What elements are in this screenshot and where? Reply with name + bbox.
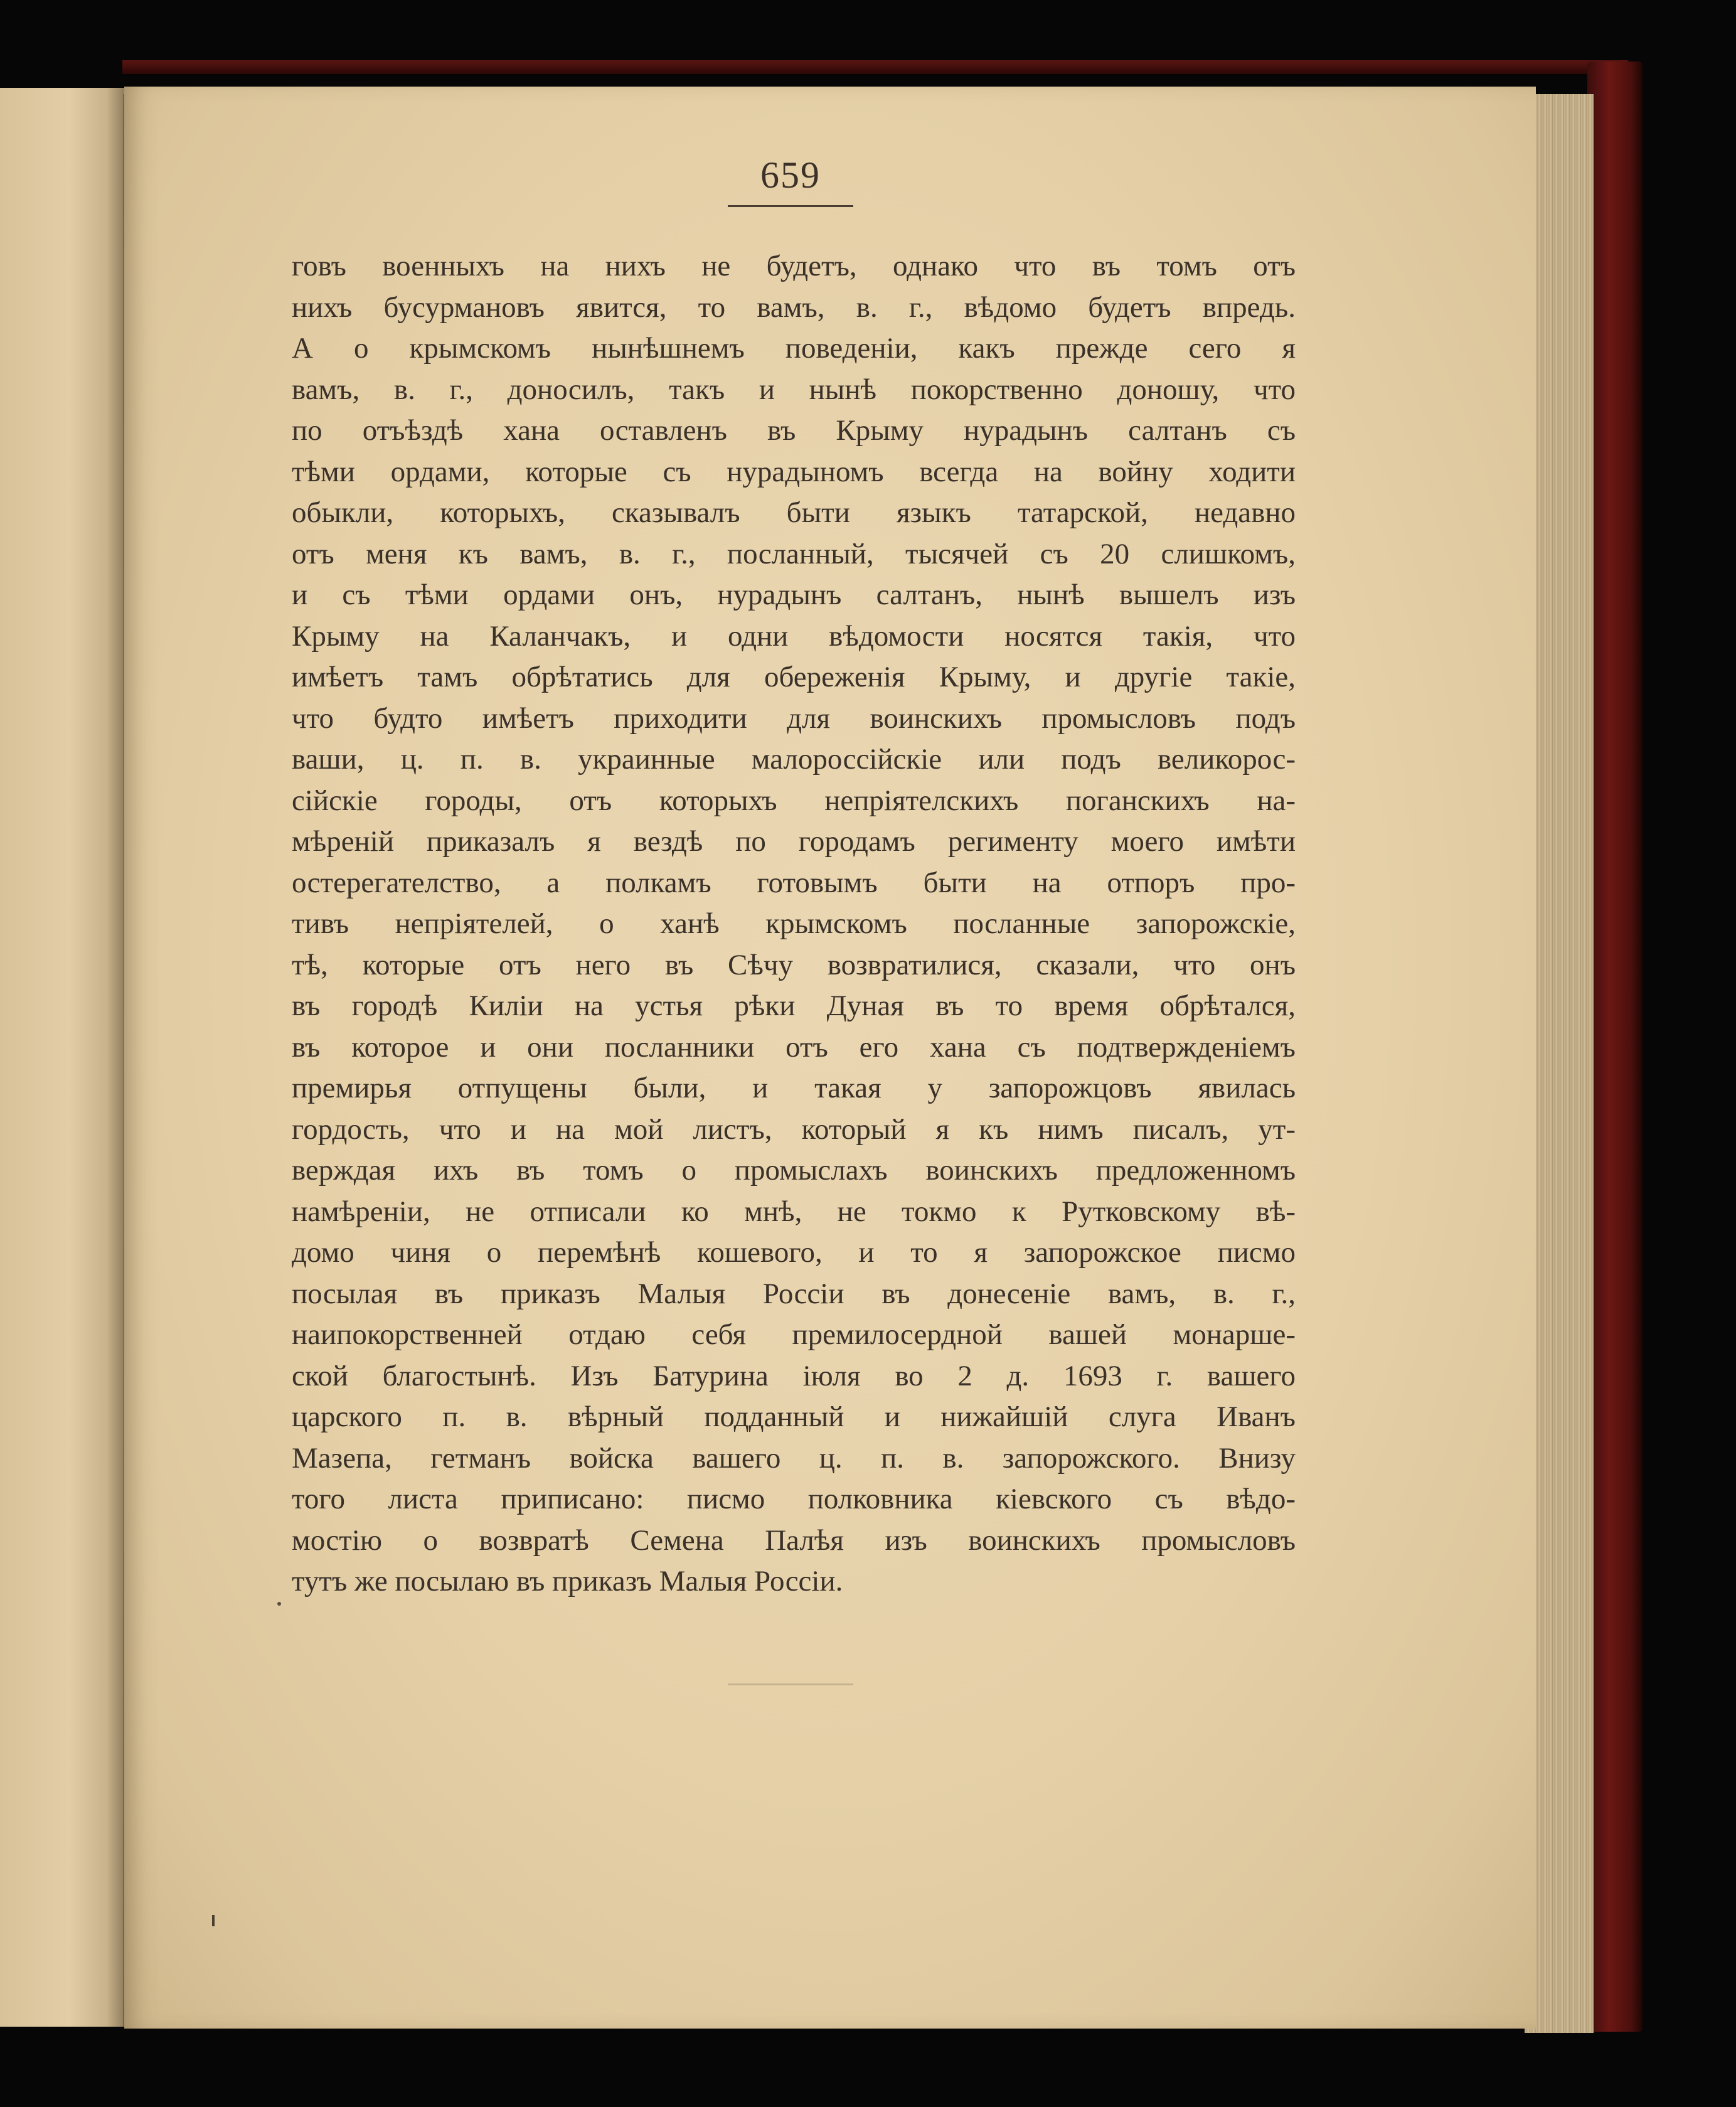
paper-speck xyxy=(277,1602,281,1606)
text-line: остерегателство, а полкамъ готовымъ быти на отпоръ про- xyxy=(292,866,1296,899)
text-line: въ которое и они посланники отъ его хана съ подтвержденіемъ xyxy=(292,1030,1296,1064)
text-line: домо чиня о перемѣнѣ кошевого, и то я запорожское писмо xyxy=(292,1236,1296,1269)
text-line: тивъ непріятелей, о ханѣ крымскомъ посланные запорожскіе, xyxy=(292,907,1296,940)
book-cover-right-edge xyxy=(1587,61,1643,2032)
text-line: въ городѣ Киліи на устья рѣки Дуная въ то время обрѣтался, xyxy=(292,989,1296,1022)
previous-page-edge xyxy=(0,88,125,2027)
text-line: говъ военныхъ на нихъ не будетъ, однако что въ томъ отъ xyxy=(292,250,1296,282)
page-number-rule xyxy=(728,205,853,207)
text-line: и съ тѣми ордами онъ, нурадынъ салтанъ, нынѣ вышелъ изъ xyxy=(292,579,1296,611)
text-line: А о крымскомъ нынѣшнемъ поведеніи, какъ прежде сего я xyxy=(292,332,1296,365)
text-line: ваши, ц. п. в. украинные малороссійскіе или подъ великорос- xyxy=(292,743,1296,776)
text-line: отъ меня къ вамъ, в. г., посланный, тысячей съ 20 слишкомъ, xyxy=(292,537,1296,570)
text-line: имѣетъ тамъ обрѣтатись для обереженія Крыму, и другіе такіе, xyxy=(292,661,1296,693)
text-line: вамъ, в. г., доносилъ, такъ и нынѣ покорственно доношу, что xyxy=(292,373,1296,406)
text-line: того листа приписано: писмо полковника кіевского съ вѣдо- xyxy=(292,1483,1296,1515)
text-line: тѣ, которые отъ него въ Сѣчу возвратилися, сказали, что онъ xyxy=(292,948,1296,981)
text-line: гордость, что и на мой листъ, который я къ нимъ писалъ, ут- xyxy=(292,1112,1296,1146)
text-line: премирья отпущены были, и такая у запорожцовъ явилась xyxy=(292,1072,1296,1104)
text-line: сійскіе городы, отъ которыхъ непріятелскихъ поганскихъ на- xyxy=(292,784,1296,817)
text-line: верждая ихъ въ томъ о промыслахъ воинскихъ предложенномъ xyxy=(292,1154,1296,1187)
text-line: ской благостынѣ. Изъ Батурина іюля во 2 д. 1693 г. вашего xyxy=(292,1359,1296,1392)
body-text xyxy=(292,246,1296,1603)
text-line: по отъѣздѣ хана оставленъ въ Крыму нурадынъ салтанъ съ xyxy=(292,414,1296,447)
text-line: царского п. в. вѣрный подданный и нижайшій слуга Иванъ xyxy=(292,1400,1296,1433)
text-line: мѣреній приказалъ я вездѣ по городамъ регименту моего имѣти xyxy=(292,825,1296,858)
text-line: Мазепа, гетманъ войска вашего ц. п. в. запорожского. Внизу xyxy=(292,1441,1296,1475)
text-line: нихъ бусурмановъ явится, то вамъ, в. г., вѣдомо будетъ впредь. xyxy=(292,291,1296,324)
text-line: тѣми ордами, которые съ нурадыномъ всегда на войну ходити xyxy=(292,455,1296,488)
book-cover-top-edge xyxy=(122,60,1628,74)
text-line: намѣреніи, не отписали ко мнѣ, не токмо к Рутковскому вѣ- xyxy=(292,1195,1296,1228)
ink-mark xyxy=(212,1915,215,1926)
bleed-through-rule xyxy=(728,1683,853,1685)
text-line: обыкли, которыхъ, сказывалъ быти языкъ татарской, недавно xyxy=(292,496,1296,529)
page-number: 659 xyxy=(760,154,821,196)
text-line: тутъ же посылаю въ приказъ Малыя Россіи. xyxy=(292,1565,843,1598)
text-line: посылая въ приказъ Малыя Россіи въ донесеніе вамъ, в. г., xyxy=(292,1277,1296,1310)
text-line: что будто имѣетъ приходити для воинскихъ промысловъ подъ xyxy=(292,701,1296,735)
text-line: наипокорственней отдаю себя премилосердной вашей монарше- xyxy=(292,1318,1296,1351)
text-line: мостію о возвратѣ Семена Палѣя изъ воинскихъ промысловъ xyxy=(292,1523,1296,1557)
text-line: Крыму на Каланчакъ, и одни вѣдомости носятся такія, что xyxy=(292,619,1296,653)
